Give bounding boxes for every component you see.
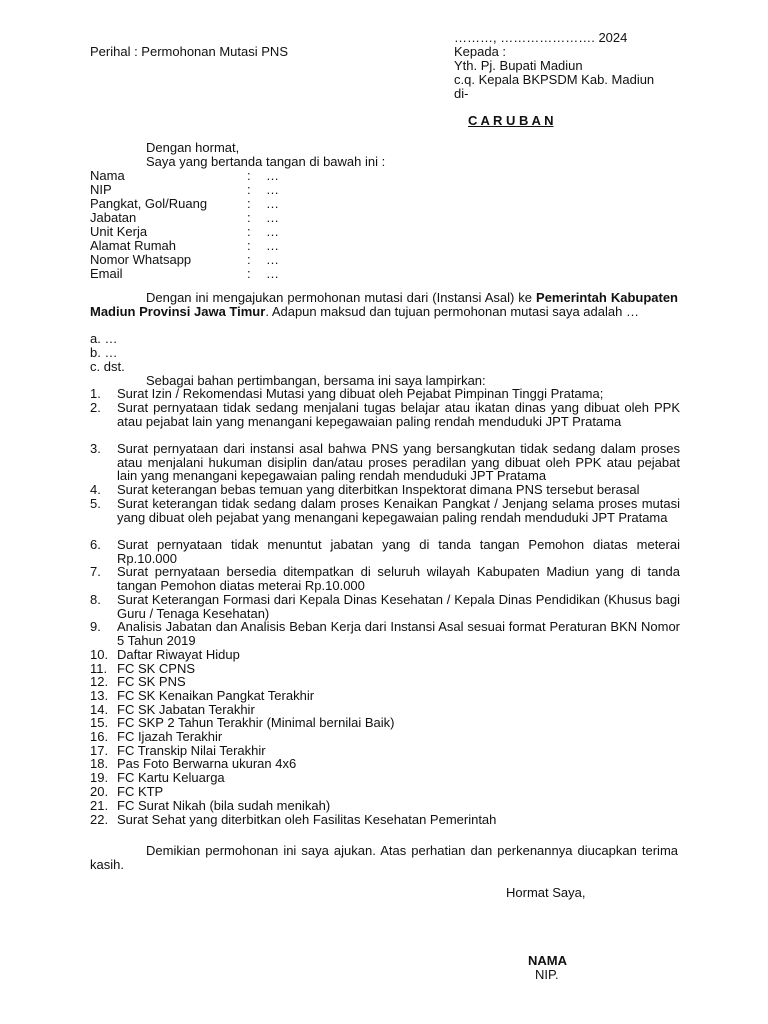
subject-line: Perihal : Permohonan Mutasi PNS xyxy=(90,44,288,59)
closing-paragraph: Demikian permohonan ini saya ajukan. Atas perhatian dan perkenannya diucapkan terima kasih. xyxy=(90,843,678,872)
attachment-item xyxy=(90,771,680,785)
attachment-number: 15. xyxy=(90,715,109,730)
attachment-number: 4. xyxy=(90,482,101,497)
attachment-text: Surat pernyataan dari instansi asal bahwa PNS yang bersangkutan tidak sedang dalam proses atau menjalani hukuman disiplin dan/atau proses peradilan yang dibuat oleh PPK atau pejabat lain yang menangani kepegawaian paling rendah menduduki JPT Pratama xyxy=(117,441,680,483)
field-colon: : xyxy=(247,238,251,253)
attachment-number: 17. xyxy=(90,743,109,758)
field-value: … xyxy=(266,224,279,239)
attachment-text: FC KTP xyxy=(117,784,164,799)
field-row xyxy=(90,211,390,225)
signer-nip: NIP. xyxy=(535,967,559,982)
request-destination: Pemerintah Kabupaten Madiun Provinsi Jawa Timur xyxy=(90,290,678,319)
field-label: Alamat Rumah xyxy=(90,238,176,253)
field-value: … xyxy=(266,266,279,281)
intro-sentence: Saya yang bertanda tangan di bawah ini : xyxy=(146,154,386,169)
recipient-label: Kepada : xyxy=(454,44,507,59)
attachments-intro: Sebagai bahan pertimbangan, bersama ini saya lampirkan: xyxy=(146,373,486,388)
field-row xyxy=(90,183,390,197)
attachment-item xyxy=(90,442,680,483)
field-row xyxy=(90,253,390,267)
attachment-number: 5. xyxy=(90,496,101,511)
field-label: Jabatan xyxy=(90,210,137,225)
attachment-item xyxy=(90,799,680,813)
attachment-number: 20. xyxy=(90,784,109,799)
attachment-number: 2. xyxy=(90,400,101,415)
field-row xyxy=(90,239,390,253)
field-value: … xyxy=(266,168,279,183)
field-colon: : xyxy=(247,196,251,211)
attachment-item xyxy=(90,620,680,647)
attachment-item xyxy=(90,716,680,730)
attachment-text: Surat pernyataan tidak sedang menjalani tugas belajar atau ikatan dinas yang dibuat oleh PPK atau pejabat lain yang menangani kepegawaian paling rendah menduduki JPT Pratama xyxy=(117,400,680,429)
attachment-item xyxy=(90,497,680,524)
attachment-number: 8. xyxy=(90,592,101,607)
field-value: … xyxy=(266,238,279,253)
recipient-city: C A R U B A N xyxy=(468,113,554,128)
field-colon: : xyxy=(247,252,251,267)
attachment-item xyxy=(90,401,680,428)
request-text-part-2: . Adapun maksud dan tujuan permohonan mutasi saya adalah … xyxy=(265,303,639,319)
attachment-number: 12. xyxy=(90,674,109,689)
attachment-number: 6. xyxy=(90,537,101,552)
attachment-number: 10. xyxy=(90,647,109,662)
attachment-text: Surat Izin / Rekomendasi Mutasi yang dibuat oleh Pejabat Pimpinan Tinggi Pratama; xyxy=(117,386,604,401)
attachment-text: Surat Sehat yang diterbitkan oleh Fasilitas Kesehatan Pemerintah xyxy=(117,812,497,827)
request-paragraph xyxy=(90,291,678,318)
attachment-item xyxy=(90,813,680,827)
field-colon: : xyxy=(247,168,251,183)
attachment-number: 1. xyxy=(90,386,101,401)
regards: Hormat Saya, xyxy=(506,885,586,900)
attachment-item xyxy=(90,483,680,497)
attachment-text: Analisis Jabatan dan Analisis Beban Kerja dari Instansi Asal sesuai format Peraturan BKN Nomor 5 Tahun 2019 xyxy=(117,619,680,648)
attachment-item xyxy=(90,757,680,771)
attachment-text: Surat keterangan bebas temuan yang diterbitkan Inspektorat dimana PNS tersebut berasal xyxy=(117,482,640,497)
attachment-item xyxy=(90,689,680,703)
attachment-number: 7. xyxy=(90,564,101,579)
attachment-number: 9. xyxy=(90,619,101,634)
attachment-text: FC SK Jabatan Terakhir xyxy=(117,702,255,717)
attachment-item xyxy=(90,565,680,592)
attachment-text: FC SK PNS xyxy=(117,674,186,689)
field-row xyxy=(90,225,390,239)
attachment-text: FC Ijazah Terakhir xyxy=(117,729,223,744)
attachment-item xyxy=(90,730,680,744)
field-label: Nama xyxy=(90,168,125,183)
field-value: … xyxy=(266,252,279,267)
attachment-text: Pas Foto Berwarna ukuran 4x6 xyxy=(117,756,297,771)
attachment-number: 14. xyxy=(90,702,109,717)
attachment-number: 3. xyxy=(90,441,101,456)
attachment-number: 16. xyxy=(90,729,109,744)
request-text-part-1: Dengan ini mengajukan permohonan mutasi dari (Instansi Asal) ke xyxy=(146,290,537,305)
attachment-number: 22. xyxy=(90,812,109,827)
recipient-line-2: c.q. Kepala BKPSDM Kab. Madiun xyxy=(454,72,655,87)
attachment-number: 19. xyxy=(90,770,109,785)
attachment-number: 21. xyxy=(90,798,109,813)
recipient-line-3: di- xyxy=(454,86,469,101)
signer-name: NAMA xyxy=(528,953,567,968)
attachment-text: FC SK CPNS xyxy=(117,661,196,676)
attachment-item xyxy=(90,538,680,565)
attachment-text: Surat keterangan tidak sedang dalam proses Kenaikan Pangkat / Jenjang selama proses mutasi yang dibuat oleh pejabat yang menangani kepegawaian paling rendah menduduki JPT Pratama xyxy=(117,496,680,525)
attachment-text: FC Surat Nikah (bila sudah menikah) xyxy=(117,798,331,813)
attachment-text: Surat Keterangan Formasi dari Kepala Dinas Kesehatan / Kepala Dinas Pendidikan (Khusus bagi Guru / Tenaga Kesehatan) xyxy=(117,592,680,621)
greeting: Dengan hormat, xyxy=(146,140,240,155)
field-label: NIP xyxy=(90,182,112,197)
field-label: Nomor Whatsapp xyxy=(90,252,192,267)
field-value: … xyxy=(266,196,279,211)
attachment-item xyxy=(90,648,680,662)
field-label: Unit Kerja xyxy=(90,224,148,239)
attachment-item xyxy=(90,593,680,620)
attachment-number: 13. xyxy=(90,688,109,703)
reason-item: b. … xyxy=(90,345,118,360)
reason-item: a. … xyxy=(90,331,118,346)
attachment-text: Surat pernyataan bersedia ditempatkan di seluruh wilayah Kabupaten Madiun yang di tanda tangan Pemohon diatas meterai Rp.10.000 xyxy=(117,564,680,593)
field-colon: : xyxy=(247,224,251,239)
attachment-number: 18. xyxy=(90,756,109,771)
attachment-text: FC SKP 2 Tahun Terakhir (Minimal bernilai Baik) xyxy=(117,715,395,730)
field-label: Email xyxy=(90,266,123,281)
field-row xyxy=(90,169,390,183)
recipient-line-1: Yth. Pj. Bupati Madiun xyxy=(454,58,583,73)
attachment-item xyxy=(90,785,680,799)
attachment-text: FC Kartu Keluarga xyxy=(117,770,225,785)
attachment-number: 11. xyxy=(90,661,108,676)
attachment-text: Surat pernyataan tidak menuntut jabatan yang di tanda tangan Pemohon diatas meterai Rp.10.000 xyxy=(117,537,680,566)
attachment-text: Daftar Riwayat Hidup xyxy=(117,647,240,662)
field-value: … xyxy=(266,210,279,225)
field-label: Pangkat, Gol/Ruang xyxy=(90,196,208,211)
field-row xyxy=(90,197,390,211)
date-line: ………, …………………. 2024 xyxy=(454,30,628,45)
reason-item: c. dst. xyxy=(90,359,125,374)
attachment-text: FC Transkip Nilai Terakhir xyxy=(117,743,266,758)
field-colon: : xyxy=(247,266,251,281)
field-colon: : xyxy=(247,210,251,225)
attachment-item xyxy=(90,387,680,401)
attachment-text: FC SK Kenaikan Pangkat Terakhir xyxy=(117,688,315,703)
field-row xyxy=(90,267,390,281)
attachment-item xyxy=(90,675,680,689)
field-colon: : xyxy=(247,182,251,197)
field-value: … xyxy=(266,182,279,197)
